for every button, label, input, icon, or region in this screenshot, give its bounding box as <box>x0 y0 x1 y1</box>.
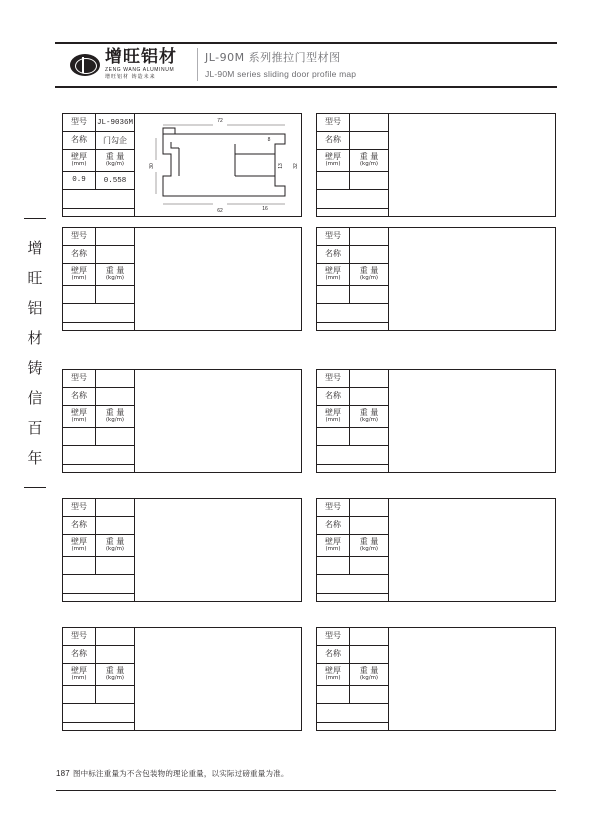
spec-label-thickness-text: 壁厚 <box>71 408 87 418</box>
logo-slogan: 增旺铝材 铸造未来 <box>105 74 156 80</box>
brand-logo <box>70 49 177 80</box>
spec-label-name: 名称 <box>63 388 96 405</box>
dim-left-height: 30 <box>149 163 155 169</box>
page-footer <box>56 768 556 779</box>
page-title-cn: JL-90M 系列推拉门型材图 <box>205 51 341 64</box>
spec-label-weight <box>350 664 388 685</box>
profile-drawing <box>135 628 301 730</box>
spec-label-thickness <box>317 406 350 427</box>
spec-label-model: 型号 <box>63 228 96 245</box>
spec-label-model: 型号 <box>63 499 96 516</box>
footer-note: 图中标注重量为不含包装物的理论重量，以实际过磅重量为准。 <box>72 769 289 778</box>
profile-drawing <box>135 228 301 330</box>
slogan-char: 年 <box>27 449 43 467</box>
spec-value-name: 门勾企 <box>103 136 127 145</box>
spec-row-blank <box>317 190 388 209</box>
spec-label-weight-text: 重 量 <box>359 152 379 162</box>
spec-label-name: 名称 <box>63 646 96 663</box>
spec-row-blank <box>317 465 388 483</box>
spec-row-units <box>317 264 388 286</box>
spec-label-thickness <box>317 150 350 171</box>
spec-row-blank <box>63 446 134 465</box>
spec-table <box>317 228 389 330</box>
spec-label-thickness-unit: (mm) <box>325 416 341 423</box>
spec-row-blank <box>63 304 134 323</box>
spec-row-blank <box>63 323 134 341</box>
spec-row-values <box>317 557 388 575</box>
spec-label-name: 名称 <box>317 517 350 534</box>
page-number: 187 <box>56 769 70 778</box>
spec-row-name <box>317 246 388 264</box>
spec-label-thickness <box>317 535 350 556</box>
spec-label-weight-text: 重 量 <box>105 266 125 276</box>
spec-label-name: 名称 <box>63 517 96 534</box>
spec-value-name <box>96 388 134 405</box>
spec-row-values <box>63 428 134 446</box>
spec-table <box>63 228 135 330</box>
page-title-en: JL-90M series sliding door profile map <box>205 69 357 80</box>
spec-table <box>317 499 389 601</box>
slogan-char: 铝 <box>27 299 43 317</box>
profile-drawing <box>389 228 555 330</box>
spec-label-thickness-text: 壁厚 <box>71 666 87 676</box>
spec-label-thickness <box>63 264 96 285</box>
spec-label-thickness <box>317 264 350 285</box>
spec-row-units <box>317 535 388 557</box>
spec-row-name <box>63 388 134 406</box>
spec-value-weight <box>350 286 388 303</box>
profile-drawing <box>135 370 301 472</box>
spec-row-values <box>63 286 134 304</box>
vertical-slogan <box>22 218 48 488</box>
spec-label-weight <box>96 535 134 556</box>
profile-drawing <box>389 114 555 216</box>
dim-right-height: 32 <box>293 163 299 169</box>
spec-table <box>63 499 135 601</box>
spec-label-thickness-unit: (mm) <box>71 416 87 423</box>
spec-table <box>63 628 135 730</box>
spec-row-values <box>317 172 388 190</box>
spec-label-weight-unit: (kg/m) <box>105 160 125 167</box>
spec-value-model <box>350 114 388 131</box>
spec-label-model: 型号 <box>317 628 350 645</box>
spec-row-blank <box>317 575 388 594</box>
spec-row-model <box>317 228 388 246</box>
spec-label-weight-unit: (kg/m) <box>359 416 379 423</box>
spec-row-units <box>317 664 388 686</box>
spec-row-model <box>317 628 388 646</box>
spec-row-name <box>317 132 388 150</box>
spec-row-units <box>317 406 388 428</box>
spec-label-thickness-text: 壁厚 <box>325 408 341 418</box>
spec-table <box>317 628 389 730</box>
spec-label-weight <box>350 264 388 285</box>
profile-card[interactable] <box>62 369 302 473</box>
spec-label-model: 型号 <box>317 114 350 131</box>
spec-row-blank <box>63 190 134 209</box>
profile-card[interactable] <box>62 227 302 331</box>
spec-label-weight <box>350 406 388 427</box>
slogan-char: 信 <box>27 389 43 407</box>
profile-card[interactable] <box>316 498 556 602</box>
spec-value-name <box>350 132 388 149</box>
spec-value-thickness: 0.9 <box>63 172 96 189</box>
spec-row-name <box>63 646 134 664</box>
spec-value-weight <box>96 686 134 703</box>
spec-row-values <box>317 686 388 704</box>
spec-row-values <box>317 428 388 446</box>
slogan-char: 旺 <box>27 269 43 287</box>
spec-label-thickness-text: 壁厚 <box>71 537 87 547</box>
profile-card[interactable] <box>316 227 556 331</box>
spec-value-weight <box>96 286 134 303</box>
spec-label-thickness-unit: (mm) <box>71 545 87 552</box>
logo-emblem-icon <box>70 54 100 76</box>
spec-label-thickness-text: 壁厚 <box>325 537 341 547</box>
spec-value-name <box>96 646 134 663</box>
spec-value-name <box>350 246 388 263</box>
spec-row-name <box>317 646 388 664</box>
logo-text <box>105 49 177 80</box>
spec-row-model <box>63 499 134 517</box>
spec-label-model: 型号 <box>63 114 96 131</box>
spec-value-weight <box>350 428 388 445</box>
spec-label-weight-text: 重 量 <box>105 537 125 547</box>
spec-label-thickness <box>63 406 96 427</box>
logo-name-cn: 增旺铝材 <box>105 47 177 67</box>
spec-label-weight-unit: (kg/m) <box>105 274 125 281</box>
spec-row-units <box>63 150 134 172</box>
spec-value-thickness <box>317 172 350 189</box>
profile-card[interactable] <box>62 498 302 602</box>
spec-label-weight-text: 重 量 <box>359 666 379 676</box>
spec-value-thickness <box>63 557 96 574</box>
spec-label-model: 型号 <box>317 370 350 387</box>
spec-value-model <box>350 628 388 645</box>
spec-row-blank <box>317 323 388 341</box>
spec-label-thickness-text: 壁厚 <box>325 266 341 276</box>
spec-label-thickness-text: 壁厚 <box>325 152 341 162</box>
spec-label-thickness <box>317 664 350 685</box>
spec-label-thickness-unit: (mm) <box>71 674 87 681</box>
spec-value-name <box>350 646 388 663</box>
spec-label-thickness-unit: (mm) <box>71 160 87 167</box>
spec-label-weight <box>96 150 134 171</box>
spec-value-name <box>350 388 388 405</box>
spec-label-weight-unit: (kg/m) <box>359 160 379 167</box>
spec-label-name: 名称 <box>317 246 350 263</box>
spec-label-name: 名称 <box>317 646 350 663</box>
spec-table <box>317 370 389 472</box>
spec-row-values <box>63 172 134 190</box>
spec-row-model <box>317 370 388 388</box>
footer-note-line <box>56 768 556 779</box>
profile-card[interactable] <box>62 113 302 217</box>
spec-label-weight-text: 重 量 <box>359 537 379 547</box>
spec-label-weight <box>350 150 388 171</box>
header-title-block <box>205 50 356 79</box>
profile-drawing <box>389 628 555 730</box>
slogan-rule-bottom <box>24 487 46 488</box>
spec-row-blank <box>63 575 134 594</box>
profile-drawing <box>389 370 555 472</box>
dim-bottom: 62 <box>217 208 223 214</box>
spec-value-weight <box>350 686 388 703</box>
spec-row-model <box>317 114 388 132</box>
spec-row-units <box>63 664 134 686</box>
spec-row-model <box>63 370 134 388</box>
spec-label-name: 名称 <box>63 246 96 263</box>
spec-label-weight-text: 重 量 <box>105 152 125 162</box>
spec-value-model <box>96 228 134 245</box>
spec-row-name <box>317 517 388 535</box>
spec-value-name <box>96 517 134 534</box>
spec-label-name: 名称 <box>63 132 96 149</box>
spec-value-weight: 0.558 <box>103 176 127 185</box>
spec-label-thickness-text: 壁厚 <box>71 152 87 162</box>
spec-label-thickness <box>63 535 96 556</box>
spec-label-name: 名称 <box>317 132 350 149</box>
spec-row-values <box>63 686 134 704</box>
spec-label-model: 型号 <box>63 370 96 387</box>
spec-row-blank <box>317 723 388 741</box>
header-divider <box>197 48 198 81</box>
profile-card[interactable] <box>316 113 556 217</box>
spec-value-thickness <box>63 286 96 303</box>
spec-row-blank <box>63 723 134 741</box>
spec-value-name <box>350 517 388 534</box>
spec-label-weight-unit: (kg/m) <box>105 674 125 681</box>
spec-row-blank <box>317 209 388 227</box>
spec-value-model <box>350 499 388 516</box>
spec-row-blank <box>63 594 134 612</box>
spec-label-weight <box>350 535 388 556</box>
profile-drawing <box>135 114 301 216</box>
spec-label-thickness-text: 壁厚 <box>71 266 87 276</box>
spec-value-thickness <box>317 286 350 303</box>
spec-label-weight-unit: (kg/m) <box>105 416 125 423</box>
spec-label-weight <box>96 664 134 685</box>
spec-table <box>63 370 135 472</box>
spec-value-thickness <box>317 557 350 574</box>
profile-card[interactable] <box>62 627 302 731</box>
spec-label-thickness-unit: (mm) <box>325 160 341 167</box>
spec-label-thickness <box>63 150 96 171</box>
slogan-char: 材 <box>27 329 43 347</box>
spec-label-model: 型号 <box>63 628 96 645</box>
profile-drawing <box>135 499 301 601</box>
spec-value-model <box>350 370 388 387</box>
spec-value-model <box>96 370 134 387</box>
profile-cross-section-icon <box>135 114 303 217</box>
spec-table <box>63 114 135 216</box>
slogan-char: 增 <box>27 239 43 257</box>
spec-label-thickness-unit: (mm) <box>71 274 87 281</box>
spec-row-blank <box>63 704 134 723</box>
slogan-char: 百 <box>27 419 43 437</box>
spec-label-thickness-unit: (mm) <box>325 674 341 681</box>
spec-row-units <box>317 150 388 172</box>
spec-label-weight-unit: (kg/m) <box>359 674 379 681</box>
spec-value-thickness <box>63 428 96 445</box>
spec-row-blank <box>63 465 134 483</box>
slogan-char: 铸 <box>27 359 43 377</box>
spec-row-units <box>63 535 134 557</box>
spec-value-model <box>350 228 388 245</box>
spec-row-name <box>63 517 134 535</box>
spec-row-blank <box>63 209 134 227</box>
spec-label-weight-text: 重 量 <box>359 266 379 276</box>
spec-label-weight-text: 重 量 <box>105 666 125 676</box>
spec-row-model <box>63 114 134 132</box>
dim-top: 72 <box>217 118 223 124</box>
spec-value-weight <box>96 557 134 574</box>
spec-label-model: 型号 <box>317 499 350 516</box>
profile-drawing <box>389 499 555 601</box>
dim-right-small: 16 <box>262 206 268 212</box>
spec-row-model <box>63 628 134 646</box>
slogan-characters <box>22 219 48 487</box>
profile-card[interactable] <box>316 627 556 731</box>
spec-label-name: 名称 <box>317 388 350 405</box>
spec-row-name <box>317 388 388 406</box>
spec-label-weight-text: 重 量 <box>359 408 379 418</box>
profile-card[interactable] <box>316 369 556 473</box>
spec-row-units <box>63 264 134 286</box>
spec-value-model <box>96 628 134 645</box>
spec-value-model <box>96 499 134 516</box>
header-rule-top <box>55 42 557 44</box>
spec-value-model: JL-9036M <box>96 118 133 127</box>
spec-value-name <box>96 246 134 263</box>
spec-table <box>317 114 389 216</box>
dim-inner-height: 13 <box>278 163 284 169</box>
spec-row-blank <box>317 446 388 465</box>
spec-row-values <box>317 286 388 304</box>
spec-label-weight <box>96 406 134 427</box>
page-header <box>55 42 557 88</box>
spec-value-thickness <box>317 428 350 445</box>
spec-label-weight-unit: (kg/m) <box>359 545 379 552</box>
spec-row-blank <box>317 704 388 723</box>
spec-value-weight <box>96 428 134 445</box>
spec-row-model <box>63 228 134 246</box>
spec-label-weight-unit: (kg/m) <box>105 545 125 552</box>
spec-value-thickness <box>63 686 96 703</box>
spec-label-weight-text: 重 量 <box>105 408 125 418</box>
spec-row-name <box>63 246 134 264</box>
spec-row-name <box>63 132 134 150</box>
spec-value-weight <box>350 172 388 189</box>
spec-row-blank <box>317 594 388 612</box>
spec-label-weight-unit: (kg/m) <box>359 274 379 281</box>
spec-row-values <box>63 557 134 575</box>
spec-label-model: 型号 <box>317 228 350 245</box>
footer-rule <box>56 790 556 791</box>
spec-label-thickness <box>63 664 96 685</box>
spec-row-blank <box>317 304 388 323</box>
header-rule-bottom <box>55 86 557 88</box>
spec-row-units <box>63 406 134 428</box>
logo-name-en: ZENG WANG ALUMINUM <box>105 67 175 73</box>
spec-label-weight <box>96 264 134 285</box>
spec-value-thickness <box>317 686 350 703</box>
spec-label-thickness-unit: (mm) <box>325 274 341 281</box>
dim-inner-small: 8 <box>267 137 271 143</box>
spec-label-thickness-text: 壁厚 <box>325 666 341 676</box>
spec-label-thickness-unit: (mm) <box>325 545 341 552</box>
spec-row-model <box>317 499 388 517</box>
spec-value-weight <box>350 557 388 574</box>
